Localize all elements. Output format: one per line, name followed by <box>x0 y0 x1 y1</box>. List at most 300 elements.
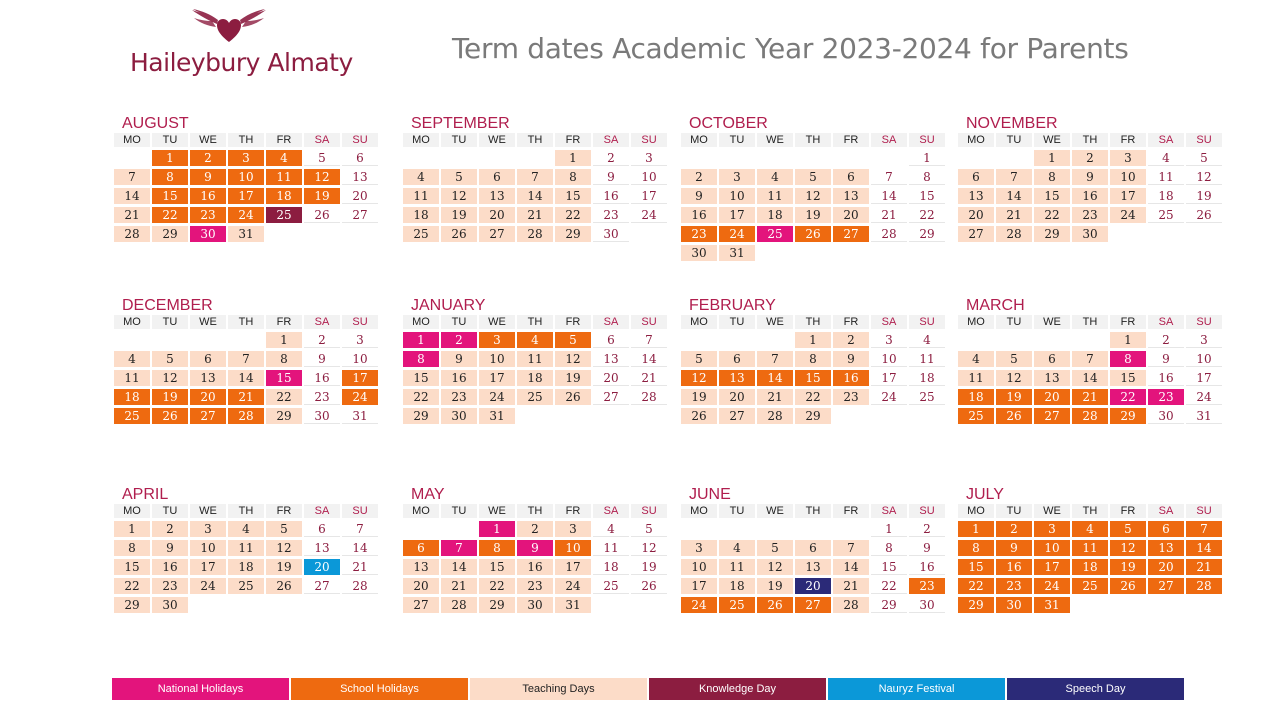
weekday-header: WE <box>1034 133 1070 147</box>
day-cell: 1 <box>871 521 907 537</box>
month-name: MARCH <box>966 297 1025 314</box>
weekday-header: MO <box>114 133 150 147</box>
weekday-header: SU <box>1186 133 1222 147</box>
day-cell: 6 <box>479 169 515 185</box>
day-cell: 17 <box>190 559 226 575</box>
empty-cell <box>719 332 755 348</box>
day-cell: 28 <box>114 226 150 242</box>
day-cell: 29 <box>909 226 945 242</box>
day-cell: 28 <box>441 597 477 613</box>
day-cell: 2 <box>517 521 553 537</box>
day-cell: 1 <box>795 332 831 348</box>
month-april <box>114 486 384 613</box>
empty-cell <box>757 332 793 348</box>
day-cell: 31 <box>555 597 591 613</box>
day-cell: 23 <box>1148 389 1184 405</box>
day-cell: 30 <box>190 226 226 242</box>
day-cell: 14 <box>1072 370 1108 386</box>
day-cell: 3 <box>342 332 378 348</box>
day-cell: 29 <box>871 597 907 613</box>
month-november <box>958 115 1228 242</box>
day-cell: 15 <box>114 559 150 575</box>
day-cell: 16 <box>1148 370 1184 386</box>
day-cell: 30 <box>304 408 340 424</box>
weekday-header: SU <box>342 315 378 329</box>
day-cell: 29 <box>795 408 831 424</box>
day-cell: 7 <box>517 169 553 185</box>
day-cell: 21 <box>228 389 264 405</box>
weekday-header: SU <box>909 133 945 147</box>
weekday-header: TH <box>228 315 264 329</box>
weekday-header: FR <box>1110 133 1146 147</box>
day-cell: 6 <box>403 540 439 556</box>
day-cell: 25 <box>403 226 439 242</box>
empty-cell <box>190 332 226 348</box>
day-cell: 25 <box>909 389 945 405</box>
weekday-header: FR <box>1110 504 1146 518</box>
empty-cell <box>403 521 439 537</box>
empty-cell <box>719 150 755 166</box>
day-cell: 9 <box>909 540 945 556</box>
day-cell: 3 <box>681 540 717 556</box>
day-cell: 26 <box>757 597 793 613</box>
day-cell: 3 <box>1034 521 1070 537</box>
day-cell: 6 <box>795 540 831 556</box>
day-cell: 26 <box>681 408 717 424</box>
day-cell: 13 <box>593 351 629 367</box>
legend-item: Teaching Days <box>470 678 647 700</box>
page-title: Term dates Academic Year 2023-2024 for Parents <box>452 32 1129 65</box>
day-cell: 15 <box>152 188 188 204</box>
day-cell: 6 <box>190 351 226 367</box>
day-cell: 19 <box>795 207 831 223</box>
day-cell: 7 <box>1186 521 1222 537</box>
day-cell: 18 <box>403 207 439 223</box>
day-cell: 7 <box>757 351 793 367</box>
weekday-header: FR <box>266 315 302 329</box>
weekday-header: TH <box>228 133 264 147</box>
day-cell: 9 <box>681 188 717 204</box>
day-cell: 6 <box>342 150 378 166</box>
day-cell: 18 <box>593 559 629 575</box>
weekday-header: TU <box>719 504 755 518</box>
weekday-header: SU <box>909 315 945 329</box>
day-cell: 31 <box>228 226 264 242</box>
day-cell: 3 <box>479 332 515 348</box>
day-cell: 26 <box>996 408 1032 424</box>
day-cell: 15 <box>266 370 302 386</box>
weekday-header: SA <box>871 133 907 147</box>
day-cell: 4 <box>757 169 793 185</box>
day-cell: 21 <box>871 207 907 223</box>
day-cell: 9 <box>593 169 629 185</box>
day-cell: 27 <box>403 597 439 613</box>
day-cell: 4 <box>909 332 945 348</box>
day-cell: 27 <box>479 226 515 242</box>
weekday-header: SA <box>304 315 340 329</box>
empty-cell <box>1034 332 1070 348</box>
day-cell: 24 <box>719 226 755 242</box>
day-cell: 31 <box>342 408 378 424</box>
day-cell: 17 <box>228 188 264 204</box>
month-grid <box>958 133 1228 242</box>
weekday-header: SU <box>631 504 667 518</box>
day-cell: 20 <box>593 370 629 386</box>
day-cell: 30 <box>1072 226 1108 242</box>
day-cell: 7 <box>871 169 907 185</box>
day-cell: 4 <box>403 169 439 185</box>
day-cell: 11 <box>266 169 302 185</box>
day-cell: 8 <box>1034 169 1070 185</box>
day-cell: 3 <box>1110 150 1146 166</box>
day-cell: 29 <box>114 597 150 613</box>
day-cell: 15 <box>909 188 945 204</box>
day-cell: 13 <box>833 188 869 204</box>
day-cell: 6 <box>1034 351 1070 367</box>
day-cell: 17 <box>1186 370 1222 386</box>
weekday-header: WE <box>1034 504 1070 518</box>
day-cell: 21 <box>1072 389 1108 405</box>
empty-cell <box>958 332 994 348</box>
day-cell: 20 <box>833 207 869 223</box>
day-cell: 22 <box>1110 389 1146 405</box>
day-cell: 15 <box>555 188 591 204</box>
day-cell: 14 <box>833 559 869 575</box>
day-cell: 27 <box>958 226 994 242</box>
month-name: JULY <box>966 486 1004 503</box>
day-cell: 4 <box>1148 150 1184 166</box>
day-cell: 10 <box>342 351 378 367</box>
day-cell: 31 <box>479 408 515 424</box>
month-name: DECEMBER <box>122 297 213 314</box>
empty-cell <box>996 150 1032 166</box>
day-cell: 8 <box>114 540 150 556</box>
month-grid <box>681 133 951 261</box>
day-cell: 21 <box>1186 559 1222 575</box>
day-cell: 7 <box>833 540 869 556</box>
day-cell: 7 <box>441 540 477 556</box>
day-cell: 22 <box>795 389 831 405</box>
day-cell: 17 <box>719 207 755 223</box>
month-grid <box>681 504 951 613</box>
day-cell: 25 <box>228 578 264 594</box>
weekday-header: TU <box>441 504 477 518</box>
empty-cell <box>1072 332 1108 348</box>
day-cell: 21 <box>757 389 793 405</box>
month-grid <box>958 315 1228 424</box>
day-cell: 20 <box>190 389 226 405</box>
day-cell: 4 <box>719 540 755 556</box>
weekday-header: MO <box>403 315 439 329</box>
day-cell: 30 <box>681 245 717 261</box>
day-cell: 8 <box>266 351 302 367</box>
day-cell: 2 <box>681 169 717 185</box>
day-cell: 18 <box>114 389 150 405</box>
day-cell: 22 <box>479 578 515 594</box>
legend-item: Nauryz Festival <box>828 678 1005 700</box>
day-cell: 5 <box>266 521 302 537</box>
month-grid <box>114 133 384 242</box>
day-cell: 14 <box>871 188 907 204</box>
day-cell: 1 <box>555 150 591 166</box>
day-cell: 5 <box>757 540 793 556</box>
day-cell: 17 <box>871 370 907 386</box>
month-name: AUGUST <box>122 115 189 132</box>
month-name: FEBRUARY <box>689 297 776 314</box>
day-cell: 20 <box>403 578 439 594</box>
day-cell: 18 <box>958 389 994 405</box>
day-cell: 2 <box>1148 332 1184 348</box>
day-cell: 7 <box>631 332 667 348</box>
day-cell: 25 <box>1148 207 1184 223</box>
day-cell: 8 <box>403 351 439 367</box>
day-cell: 16 <box>1072 188 1108 204</box>
day-cell: 6 <box>593 332 629 348</box>
day-cell: 7 <box>114 169 150 185</box>
weekday-header: SA <box>1148 315 1184 329</box>
day-cell: 23 <box>681 226 717 242</box>
month-september <box>403 115 673 242</box>
day-cell: 27 <box>1034 408 1070 424</box>
day-cell: 29 <box>555 226 591 242</box>
weekday-header: SA <box>1148 504 1184 518</box>
day-cell: 3 <box>190 521 226 537</box>
day-cell: 21 <box>996 207 1032 223</box>
empty-cell <box>871 150 907 166</box>
day-cell: 1 <box>114 521 150 537</box>
day-cell: 22 <box>909 207 945 223</box>
day-cell: 29 <box>152 226 188 242</box>
day-cell: 16 <box>190 188 226 204</box>
day-cell: 27 <box>719 408 755 424</box>
weekday-header: SA <box>871 504 907 518</box>
day-cell: 27 <box>833 226 869 242</box>
legend <box>112 678 1186 700</box>
day-cell: 5 <box>152 351 188 367</box>
day-cell: 13 <box>403 559 439 575</box>
month-name: NOVEMBER <box>966 115 1058 132</box>
day-cell: 23 <box>152 578 188 594</box>
day-cell: 4 <box>958 351 994 367</box>
day-cell: 28 <box>631 389 667 405</box>
day-cell: 10 <box>1186 351 1222 367</box>
day-cell: 12 <box>152 370 188 386</box>
month-february <box>681 297 951 424</box>
month-grid <box>114 315 384 424</box>
month-august <box>114 115 384 242</box>
day-cell: 28 <box>833 597 869 613</box>
month-name: SEPTEMBER <box>411 115 510 132</box>
day-cell: 9 <box>441 351 477 367</box>
day-cell: 25 <box>114 408 150 424</box>
day-cell: 17 <box>479 370 515 386</box>
day-cell: 10 <box>681 559 717 575</box>
day-cell: 1 <box>1110 332 1146 348</box>
weekday-header: TH <box>795 133 831 147</box>
day-cell: 25 <box>517 389 553 405</box>
day-cell: 24 <box>871 389 907 405</box>
empty-cell <box>681 332 717 348</box>
day-cell: 30 <box>996 597 1032 613</box>
day-cell: 1 <box>152 150 188 166</box>
empty-cell <box>152 332 188 348</box>
day-cell: 24 <box>555 578 591 594</box>
day-cell: 23 <box>1072 207 1108 223</box>
day-cell: 12 <box>1186 169 1222 185</box>
legend-item: Speech Day <box>1007 678 1184 700</box>
weekday-header: SU <box>631 315 667 329</box>
weekday-header: FR <box>833 504 869 518</box>
day-cell: 12 <box>996 370 1032 386</box>
weekday-header: MO <box>114 504 150 518</box>
day-cell: 22 <box>555 207 591 223</box>
day-cell: 10 <box>719 188 755 204</box>
weekday-header: FR <box>266 133 302 147</box>
weekday-header: SA <box>304 504 340 518</box>
day-cell: 26 <box>555 389 591 405</box>
month-grid <box>403 133 673 242</box>
day-cell: 19 <box>681 389 717 405</box>
day-cell: 9 <box>996 540 1032 556</box>
day-cell: 4 <box>114 351 150 367</box>
empty-cell <box>114 332 150 348</box>
day-cell: 20 <box>719 389 755 405</box>
day-cell: 31 <box>1186 408 1222 424</box>
day-cell: 30 <box>1148 408 1184 424</box>
weekday-header: TU <box>719 133 755 147</box>
day-cell: 24 <box>342 389 378 405</box>
day-cell: 12 <box>631 540 667 556</box>
day-cell: 10 <box>1110 169 1146 185</box>
day-cell: 27 <box>593 389 629 405</box>
day-cell: 16 <box>517 559 553 575</box>
day-cell: 29 <box>1034 226 1070 242</box>
day-cell: 25 <box>1072 578 1108 594</box>
day-cell: 15 <box>795 370 831 386</box>
weekday-header: SA <box>1148 133 1184 147</box>
month-december <box>114 297 384 424</box>
empty-cell <box>441 521 477 537</box>
day-cell: 11 <box>909 351 945 367</box>
day-cell: 17 <box>342 370 378 386</box>
day-cell: 19 <box>996 389 1032 405</box>
day-cell: 19 <box>631 559 667 575</box>
weekday-header: FR <box>266 504 302 518</box>
weekday-header: SU <box>342 504 378 518</box>
day-cell: 8 <box>555 169 591 185</box>
day-cell: 24 <box>1186 389 1222 405</box>
day-cell: 16 <box>304 370 340 386</box>
day-cell: 23 <box>517 578 553 594</box>
empty-cell <box>833 150 869 166</box>
day-cell: 29 <box>958 597 994 613</box>
day-cell: 10 <box>479 351 515 367</box>
day-cell: 2 <box>190 150 226 166</box>
day-cell: 14 <box>517 188 553 204</box>
day-cell: 20 <box>1034 389 1070 405</box>
day-cell: 19 <box>266 559 302 575</box>
day-cell: 20 <box>479 207 515 223</box>
day-cell: 16 <box>593 188 629 204</box>
legend-item: National Holidays <box>112 678 289 700</box>
day-cell: 12 <box>757 559 793 575</box>
weekday-header: MO <box>403 504 439 518</box>
empty-cell <box>228 332 264 348</box>
weekday-header: TH <box>1072 504 1108 518</box>
day-cell: 16 <box>681 207 717 223</box>
day-cell: 13 <box>342 169 378 185</box>
day-cell: 2 <box>441 332 477 348</box>
day-cell: 12 <box>681 370 717 386</box>
day-cell: 1 <box>958 521 994 537</box>
month-grid <box>403 504 673 613</box>
day-cell: 11 <box>114 370 150 386</box>
day-cell: 11 <box>517 351 553 367</box>
day-cell: 9 <box>1072 169 1108 185</box>
day-cell: 8 <box>1110 351 1146 367</box>
day-cell: 28 <box>996 226 1032 242</box>
day-cell: 4 <box>517 332 553 348</box>
day-cell: 13 <box>795 559 831 575</box>
day-cell: 29 <box>403 408 439 424</box>
day-cell: 10 <box>871 351 907 367</box>
day-cell: 10 <box>555 540 591 556</box>
weekday-header: FR <box>833 315 869 329</box>
day-cell: 8 <box>958 540 994 556</box>
day-cell: 24 <box>631 207 667 223</box>
school-logo <box>128 8 353 78</box>
weekday-header: MO <box>114 315 150 329</box>
day-cell: 9 <box>152 540 188 556</box>
weekday-header: MO <box>681 133 717 147</box>
day-cell: 24 <box>1034 578 1070 594</box>
day-cell: 26 <box>441 226 477 242</box>
day-cell: 7 <box>996 169 1032 185</box>
day-cell: 26 <box>631 578 667 594</box>
day-cell: 9 <box>190 169 226 185</box>
month-july <box>958 486 1228 613</box>
day-cell: 11 <box>757 188 793 204</box>
day-cell: 19 <box>555 370 591 386</box>
day-cell: 21 <box>441 578 477 594</box>
day-cell: 20 <box>342 188 378 204</box>
day-cell: 8 <box>871 540 907 556</box>
day-cell: 10 <box>190 540 226 556</box>
day-cell: 21 <box>517 207 553 223</box>
day-cell: 30 <box>517 597 553 613</box>
weekday-header: FR <box>555 504 591 518</box>
day-cell: 16 <box>441 370 477 386</box>
day-cell: 14 <box>228 370 264 386</box>
weekday-header: SA <box>304 133 340 147</box>
day-cell: 11 <box>958 370 994 386</box>
weekday-header: TU <box>996 504 1032 518</box>
day-cell: 23 <box>996 578 1032 594</box>
day-cell: 14 <box>631 351 667 367</box>
day-cell: 23 <box>190 207 226 223</box>
weekday-header: TH <box>517 133 553 147</box>
day-cell: 18 <box>266 188 302 204</box>
day-cell: 18 <box>1072 559 1108 575</box>
day-cell: 11 <box>1072 540 1108 556</box>
day-cell: 15 <box>1034 188 1070 204</box>
empty-cell <box>958 150 994 166</box>
month-grid <box>403 315 673 424</box>
day-cell: 13 <box>958 188 994 204</box>
weekday-header: SA <box>593 315 629 329</box>
day-cell: 27 <box>304 578 340 594</box>
day-cell: 23 <box>593 207 629 223</box>
